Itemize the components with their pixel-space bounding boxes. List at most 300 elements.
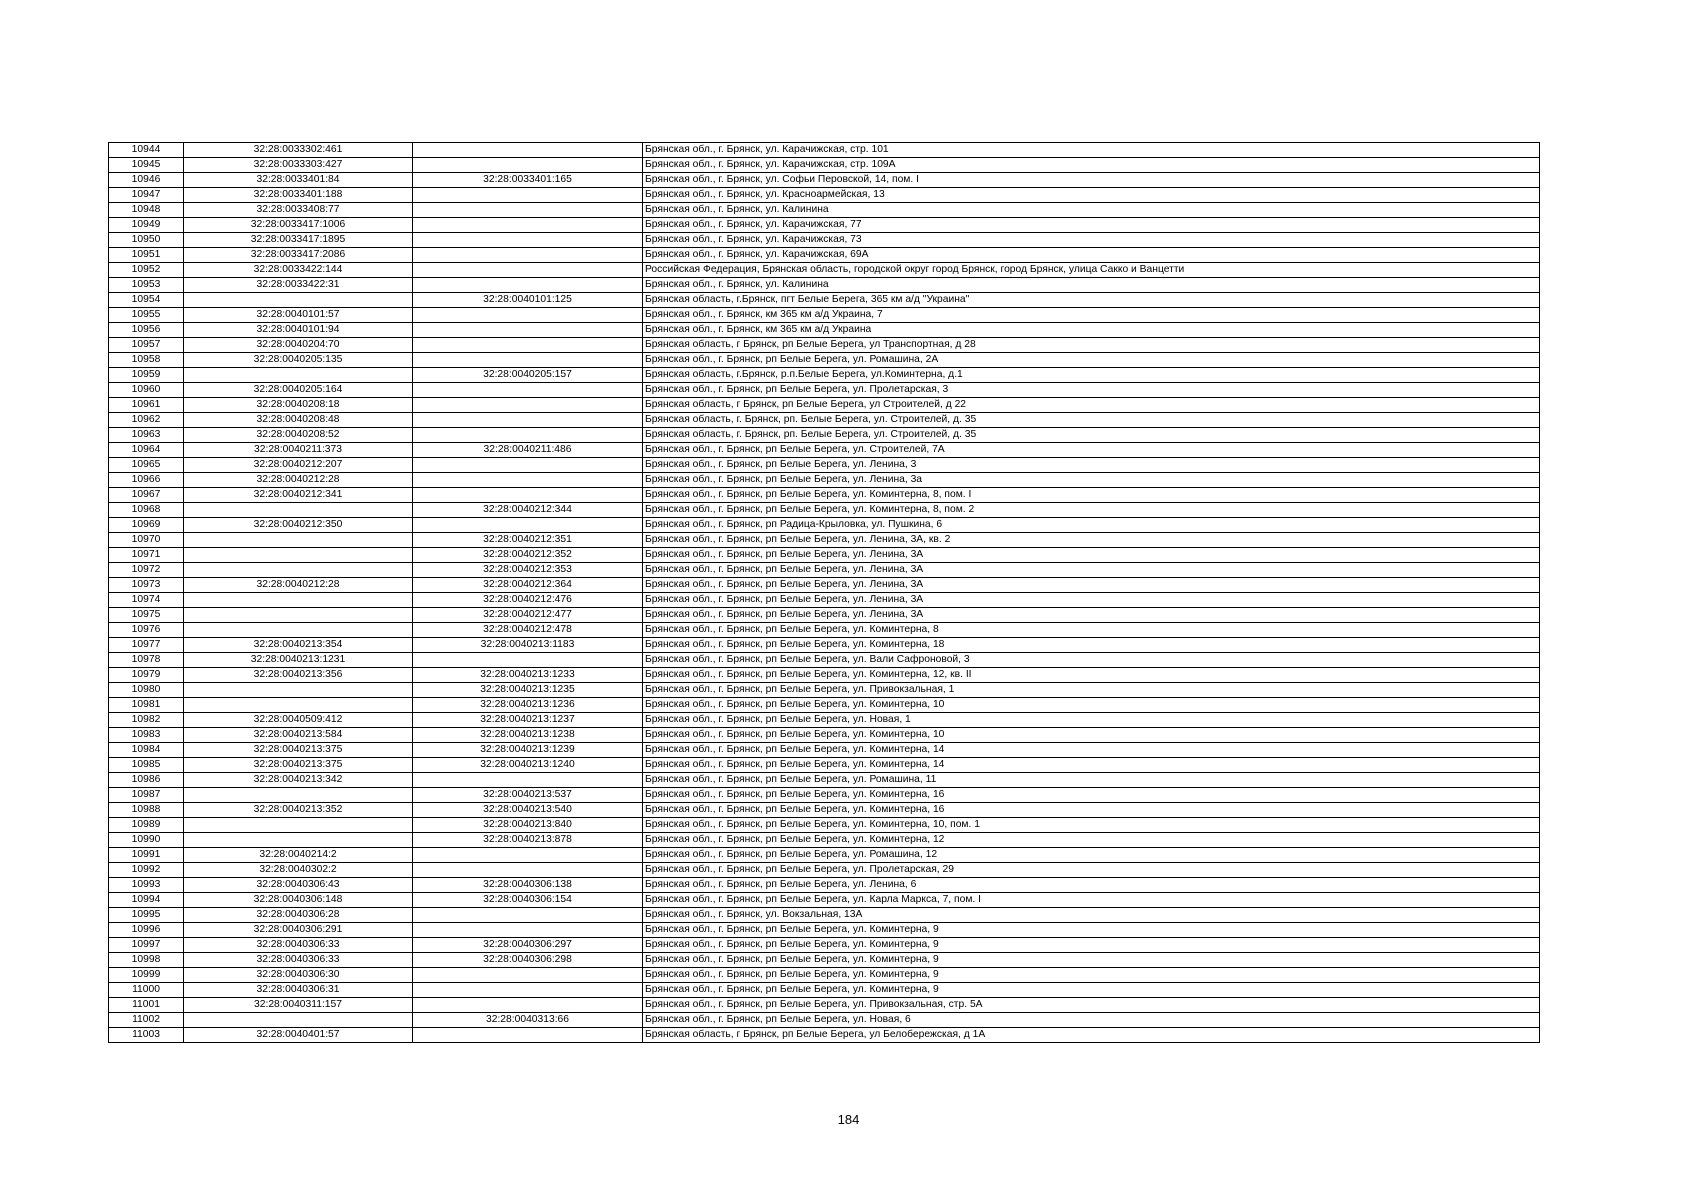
row-number-cell: 10970 bbox=[109, 533, 184, 548]
table-row bbox=[109, 983, 1540, 998]
table-row bbox=[109, 218, 1540, 233]
row-number-cell: 10955 bbox=[109, 308, 184, 323]
cadastral-number-cell bbox=[184, 698, 413, 713]
address-cell: Брянская обл., г. Брянск, рп Белые Берега, ул. Коминтерна, 8 bbox=[643, 623, 1540, 638]
cadastral-number-cell: 32:28:0040306:291 bbox=[184, 923, 413, 938]
cadastral-number-cell: 32:28:0040509:412 bbox=[184, 713, 413, 728]
table-row bbox=[109, 653, 1540, 668]
row-number-cell: 10988 bbox=[109, 803, 184, 818]
cadastral-number-cell: 32:28:0040212:207 bbox=[184, 458, 413, 473]
building-cadastral-number-cell: 32:28:0040313:66 bbox=[413, 1013, 643, 1028]
address-cell: Брянская область, г. Брянск, рп. Белые Берега, ул. Строителей, д. 35 bbox=[643, 428, 1540, 443]
table-row bbox=[109, 878, 1540, 893]
table-row bbox=[109, 488, 1540, 503]
table-row bbox=[109, 458, 1540, 473]
table-row bbox=[109, 758, 1540, 773]
building-cadastral-number-cell bbox=[413, 518, 643, 533]
building-cadastral-number-cell: 32:28:0040213:1240 bbox=[413, 758, 643, 773]
row-number-cell: 10957 bbox=[109, 338, 184, 353]
address-cell: Брянская обл., г. Брянск, рп Белые Берега, ул. Новая, 6 bbox=[643, 1013, 1540, 1028]
building-cadastral-number-cell: 32:28:0040212:476 bbox=[413, 593, 643, 608]
cadastral-number-cell: 32:28:0040212:341 bbox=[184, 488, 413, 503]
row-number-cell: 10965 bbox=[109, 458, 184, 473]
row-number-cell: 10984 bbox=[109, 743, 184, 758]
building-cadastral-number-cell: 32:28:0040213:1235 bbox=[413, 683, 643, 698]
cadastral-number-cell: 32:28:0040101:57 bbox=[184, 308, 413, 323]
cadastral-number-cell: 32:28:0040214:2 bbox=[184, 848, 413, 863]
cadastral-number-cell: 32:28:0040213:375 bbox=[184, 758, 413, 773]
building-cadastral-number-cell bbox=[413, 923, 643, 938]
address-cell: Брянская обл., г. Брянск, ул. Карачижская, стр. 109А bbox=[643, 158, 1540, 173]
cadastral-number-cell bbox=[184, 503, 413, 518]
cadastral-number-cell: 32:28:0033422:31 bbox=[184, 278, 413, 293]
address-cell: Брянская область, г Брянск, рп Белые Берега, ул Транспортная, д 28 bbox=[643, 338, 1540, 353]
address-cell: Брянская область, г Брянск, рп Белые Берега, ул Белобережская, д 1А bbox=[643, 1028, 1540, 1043]
row-number-cell: 10993 bbox=[109, 878, 184, 893]
cadastral-number-cell: 32:28:0040212:28 bbox=[184, 578, 413, 593]
building-cadastral-number-cell bbox=[413, 338, 643, 353]
cadastral-number-cell bbox=[184, 623, 413, 638]
row-number-cell: 10983 bbox=[109, 728, 184, 743]
table-row bbox=[109, 533, 1540, 548]
address-cell: Брянская обл., г. Брянск, рп Белые Берега, ул. Ленина, 3 bbox=[643, 458, 1540, 473]
building-cadastral-number-cell: 32:28:0040213:1237 bbox=[413, 713, 643, 728]
table-row bbox=[109, 383, 1540, 398]
building-cadastral-number-cell bbox=[413, 323, 643, 338]
cadastral-number-cell bbox=[184, 818, 413, 833]
address-cell: Брянская обл., г. Брянск, рп Белые Берега, ул. Коминтерна, 8, пом. I bbox=[643, 488, 1540, 503]
cadastral-number-cell: 32:28:0033303:427 bbox=[184, 158, 413, 173]
building-cadastral-number-cell bbox=[413, 203, 643, 218]
address-cell: Брянская обл., г. Брянск, рп Белые Берега, ул. Ленина, 3А bbox=[643, 563, 1540, 578]
table-row bbox=[109, 773, 1540, 788]
address-cell: Брянская обл., г. Брянск, рп Белые Берега, ул. Ленина, 3А bbox=[643, 608, 1540, 623]
table-row bbox=[109, 233, 1540, 248]
table-row bbox=[109, 428, 1540, 443]
building-cadastral-number-cell: 32:28:0040213:1238 bbox=[413, 728, 643, 743]
table-row bbox=[109, 398, 1540, 413]
row-number-cell: 10954 bbox=[109, 293, 184, 308]
cadastral-number-cell bbox=[184, 1013, 413, 1028]
address-cell: Брянская обл., г. Брянск, рп Белые Берега, ул. Ромашина, 2А bbox=[643, 353, 1540, 368]
cadastral-number-cell bbox=[184, 608, 413, 623]
property-registry-table bbox=[108, 142, 1540, 1043]
row-number-cell: 10960 bbox=[109, 383, 184, 398]
cadastral-number-cell bbox=[184, 788, 413, 803]
address-cell: Брянская обл., г. Брянск, рп Белые Берега, ул. Привокзальная, 1 bbox=[643, 683, 1540, 698]
address-cell: Брянская обл., г. Брянск, ул. Софьи Перовской, 14, пом. I bbox=[643, 173, 1540, 188]
building-cadastral-number-cell: 32:28:0040212:364 bbox=[413, 578, 643, 593]
building-cadastral-number-cell: 32:28:0040211:486 bbox=[413, 443, 643, 458]
building-cadastral-number-cell bbox=[413, 278, 643, 293]
table-row bbox=[109, 863, 1540, 878]
address-cell: Брянская обл., г. Брянск, ул. Вокзальная, 13А bbox=[643, 908, 1540, 923]
table-row bbox=[109, 323, 1540, 338]
cadastral-number-cell: 32:28:0040205:164 bbox=[184, 383, 413, 398]
address-cell: Брянская обл., г. Брянск, рп Белые Берега, ул. Коминтерна, 9 bbox=[643, 938, 1540, 953]
building-cadastral-number-cell: 32:28:0040212:352 bbox=[413, 548, 643, 563]
row-number-cell: 10953 bbox=[109, 278, 184, 293]
row-number-cell: 11001 bbox=[109, 998, 184, 1013]
cadastral-number-cell: 32:28:0033422:144 bbox=[184, 263, 413, 278]
building-cadastral-number-cell: 32:28:0040212:353 bbox=[413, 563, 643, 578]
table-row bbox=[109, 848, 1540, 863]
address-cell: Брянская обл., г. Брянск, ул. Красноармейская, 13 bbox=[643, 188, 1540, 203]
address-cell: Брянская обл., г. Брянск, рп Белые Берега, ул. Привокзальная, стр. 5А bbox=[643, 998, 1540, 1013]
address-cell: Брянская обл., г. Брянск, ул. Карачижская, стр. 101 bbox=[643, 143, 1540, 158]
building-cadastral-number-cell: 32:28:0040213:840 bbox=[413, 818, 643, 833]
address-cell: Брянская обл., г. Брянск, рп Белые Берега, ул. Коминтерна, 14 bbox=[643, 743, 1540, 758]
address-cell: Брянская область, г Брянск, рп Белые Берега, ул Строителей, д 22 bbox=[643, 398, 1540, 413]
building-cadastral-number-cell bbox=[413, 158, 643, 173]
table-row bbox=[109, 803, 1540, 818]
table-row bbox=[109, 173, 1540, 188]
registry-table-body bbox=[109, 143, 1540, 1043]
cadastral-number-cell bbox=[184, 368, 413, 383]
row-number-cell: 10980 bbox=[109, 683, 184, 698]
cadastral-number-cell: 32:28:0040212:28 bbox=[184, 473, 413, 488]
building-cadastral-number-cell: 32:28:0040213:537 bbox=[413, 788, 643, 803]
cadastral-number-cell: 32:28:0040101:94 bbox=[184, 323, 413, 338]
cadastral-number-cell: 32:28:0040306:148 bbox=[184, 893, 413, 908]
building-cadastral-number-cell bbox=[413, 263, 643, 278]
table-row bbox=[109, 818, 1540, 833]
row-number-cell: 10956 bbox=[109, 323, 184, 338]
row-number-cell: 10950 bbox=[109, 233, 184, 248]
address-cell: Брянская обл., г. Брянск, рп Белые Берега, ул. Пролетарская, 29 bbox=[643, 863, 1540, 878]
table-row bbox=[109, 293, 1540, 308]
address-cell: Российская Федерация, Брянская область, городской округ город Брянск, город Брянск, улица Сакко и Ванцетти bbox=[643, 263, 1540, 278]
building-cadastral-number-cell: 32:28:0033401:165 bbox=[413, 173, 643, 188]
table-row bbox=[109, 908, 1540, 923]
address-cell: Брянская обл., г. Брянск, рп Белые Берега, ул. Ленина, 3А bbox=[643, 578, 1540, 593]
table-row bbox=[109, 518, 1540, 533]
table-row bbox=[109, 503, 1540, 518]
address-cell: Брянская обл., г. Брянск, рп Белые Берега, ул. Ленина, 3а bbox=[643, 473, 1540, 488]
address-cell: Брянская обл., г. Брянск, рп Белые Берега, ул. Строителей, 7А bbox=[643, 443, 1540, 458]
address-cell: Брянская обл., г. Брянск, рп Белые Берега, ул. Вали Сафроновой, 3 bbox=[643, 653, 1540, 668]
building-cadastral-number-cell: 32:28:0040306:154 bbox=[413, 893, 643, 908]
address-cell: Брянская обл., г. Брянск, рп Белые Берега, ул. Коминтерна, 10 bbox=[643, 698, 1540, 713]
row-number-cell: 10979 bbox=[109, 668, 184, 683]
row-number-cell: 10981 bbox=[109, 698, 184, 713]
address-cell: Брянская обл., г. Брянск, км 365 км а/д Украина, 7 bbox=[643, 308, 1540, 323]
row-number-cell: 10985 bbox=[109, 758, 184, 773]
cadastral-number-cell: 32:28:0040302:2 bbox=[184, 863, 413, 878]
row-number-cell: 10958 bbox=[109, 353, 184, 368]
row-number-cell: 10995 bbox=[109, 908, 184, 923]
row-number-cell: 10961 bbox=[109, 398, 184, 413]
address-cell: Брянская обл., г. Брянск, рп Белые Берега, ул. Ленина, 6 bbox=[643, 878, 1540, 893]
row-number-cell: 10994 bbox=[109, 893, 184, 908]
cadastral-number-cell: 32:28:0040208:18 bbox=[184, 398, 413, 413]
cadastral-number-cell: 32:28:0040213:352 bbox=[184, 803, 413, 818]
building-cadastral-number-cell: 32:28:0040213:878 bbox=[413, 833, 643, 848]
row-number-cell: 10972 bbox=[109, 563, 184, 578]
building-cadastral-number-cell bbox=[413, 248, 643, 263]
row-number-cell: 11003 bbox=[109, 1028, 184, 1043]
cadastral-number-cell: 32:28:0040213:584 bbox=[184, 728, 413, 743]
page-number: 184 bbox=[837, 1112, 860, 1127]
table-row bbox=[109, 623, 1540, 638]
table-row bbox=[109, 953, 1540, 968]
row-number-cell: 10998 bbox=[109, 953, 184, 968]
building-cadastral-number-cell: 32:28:0040306:297 bbox=[413, 938, 643, 953]
address-cell: Брянская обл., г. Брянск, ул. Карачижская, 69А bbox=[643, 248, 1540, 263]
address-cell: Брянская обл., г. Брянск, рп Белые Берега, ул. Ленина, 3А bbox=[643, 593, 1540, 608]
table-row bbox=[109, 713, 1540, 728]
cadastral-number-cell bbox=[184, 683, 413, 698]
cadastral-number-cell: 32:28:0040213:342 bbox=[184, 773, 413, 788]
cadastral-number-cell: 32:28:0033417:2086 bbox=[184, 248, 413, 263]
row-number-cell: 10962 bbox=[109, 413, 184, 428]
table-row bbox=[109, 608, 1540, 623]
cadastral-number-cell: 32:28:0040208:48 bbox=[184, 413, 413, 428]
building-cadastral-number-cell: 32:28:0040213:1233 bbox=[413, 668, 643, 683]
table-row bbox=[109, 338, 1540, 353]
building-cadastral-number-cell: 32:28:0040213:1183 bbox=[413, 638, 643, 653]
building-cadastral-number-cell: 32:28:0040101:125 bbox=[413, 293, 643, 308]
table-row bbox=[109, 473, 1540, 488]
building-cadastral-number-cell bbox=[413, 908, 643, 923]
table-row bbox=[109, 413, 1540, 428]
row-number-cell: 11000 bbox=[109, 983, 184, 998]
building-cadastral-number-cell bbox=[413, 308, 643, 323]
table-row bbox=[109, 638, 1540, 653]
table-row bbox=[109, 263, 1540, 278]
address-cell: Брянская обл., г. Брянск, рп Белые Берега, ул. Ромашина, 12 bbox=[643, 848, 1540, 863]
row-number-cell: 10977 bbox=[109, 638, 184, 653]
cadastral-number-cell: 32:28:0040213:354 bbox=[184, 638, 413, 653]
building-cadastral-number-cell bbox=[413, 1028, 643, 1043]
row-number-cell: 10989 bbox=[109, 818, 184, 833]
row-number-cell: 10947 bbox=[109, 188, 184, 203]
row-number-cell: 10996 bbox=[109, 923, 184, 938]
cadastral-number-cell: 32:28:0040306:28 bbox=[184, 908, 413, 923]
row-number-cell: 10946 bbox=[109, 173, 184, 188]
cadastral-number-cell: 32:28:0033401:188 bbox=[184, 188, 413, 203]
row-number-cell: 10948 bbox=[109, 203, 184, 218]
row-number-cell: 10966 bbox=[109, 473, 184, 488]
address-cell: Брянская обл., г. Брянск, рп Белые Берега, ул. Коминтерна, 18 bbox=[643, 638, 1540, 653]
cadastral-number-cell: 32:28:0040306:30 bbox=[184, 968, 413, 983]
row-number-cell: 10945 bbox=[109, 158, 184, 173]
row-number-cell: 10978 bbox=[109, 653, 184, 668]
row-number-cell: 10964 bbox=[109, 443, 184, 458]
cadastral-number-cell: 32:28:0040212:350 bbox=[184, 518, 413, 533]
row-number-cell: 10973 bbox=[109, 578, 184, 593]
cadastral-number-cell bbox=[184, 833, 413, 848]
table-row bbox=[109, 308, 1540, 323]
cadastral-number-cell: 32:28:0040401:57 bbox=[184, 1028, 413, 1043]
row-number-cell: 10963 bbox=[109, 428, 184, 443]
row-number-cell: 10974 bbox=[109, 593, 184, 608]
table-row bbox=[109, 368, 1540, 383]
building-cadastral-number-cell: 32:28:0040212:351 bbox=[413, 533, 643, 548]
cadastral-number-cell: 32:28:0040213:356 bbox=[184, 668, 413, 683]
building-cadastral-number-cell: 32:28:0040213:1236 bbox=[413, 698, 643, 713]
building-cadastral-number-cell bbox=[413, 998, 643, 1013]
row-number-cell: 10990 bbox=[109, 833, 184, 848]
table-row bbox=[109, 548, 1540, 563]
table-row bbox=[109, 938, 1540, 953]
building-cadastral-number-cell: 32:28:0040306:138 bbox=[413, 878, 643, 893]
cadastral-number-cell: 32:28:0033401:84 bbox=[184, 173, 413, 188]
address-cell: Брянская обл., г. Брянск, рп Белые Берега, ул. Коминтерна, 16 bbox=[643, 803, 1540, 818]
table-row bbox=[109, 893, 1540, 908]
cadastral-number-cell: 32:28:0040306:33 bbox=[184, 953, 413, 968]
row-number-cell: 10944 bbox=[109, 143, 184, 158]
building-cadastral-number-cell bbox=[413, 428, 643, 443]
building-cadastral-number-cell bbox=[413, 863, 643, 878]
building-cadastral-number-cell bbox=[413, 653, 643, 668]
table-row bbox=[109, 998, 1540, 1013]
building-cadastral-number-cell: 32:28:0040213:1239 bbox=[413, 743, 643, 758]
address-cell: Брянская обл., г. Брянск, ул. Карачижская, 73 bbox=[643, 233, 1540, 248]
table-row bbox=[109, 203, 1540, 218]
row-number-cell: 10987 bbox=[109, 788, 184, 803]
table-row bbox=[109, 968, 1540, 983]
row-number-cell: 10992 bbox=[109, 863, 184, 878]
table-row bbox=[109, 353, 1540, 368]
row-number-cell: 11002 bbox=[109, 1013, 184, 1028]
address-cell: Брянская обл., г. Брянск, рп Белые Берега, ул. Коминтерна, 12 bbox=[643, 833, 1540, 848]
building-cadastral-number-cell bbox=[413, 983, 643, 998]
cadastral-number-cell: 32:28:0040213:375 bbox=[184, 743, 413, 758]
address-cell: Брянская обл., г. Брянск, км 365 км а/д Украина bbox=[643, 323, 1540, 338]
address-cell: Брянская область, г.Брянск, пгт Белые Берега, 365 км а/д "Украина" bbox=[643, 293, 1540, 308]
building-cadastral-number-cell bbox=[413, 473, 643, 488]
cadastral-number-cell: 32:28:0040306:31 bbox=[184, 983, 413, 998]
address-cell: Брянская обл., г. Брянск, рп Белые Берега, ул. Новая, 1 bbox=[643, 713, 1540, 728]
address-cell: Брянская обл., г. Брянск, ул. Карачижская, 77 bbox=[643, 218, 1540, 233]
table-row bbox=[109, 248, 1540, 263]
address-cell: Брянская обл., г. Брянск, рп Белые Берега, ул. Коминтерна, 10 bbox=[643, 728, 1540, 743]
table-row bbox=[109, 578, 1540, 593]
table-row bbox=[109, 593, 1540, 608]
cadastral-number-cell bbox=[184, 563, 413, 578]
building-cadastral-number-cell bbox=[413, 188, 643, 203]
address-cell: Брянская обл., г. Брянск, рп Радица-Крыловка, ул. Пушкина, 6 bbox=[643, 518, 1540, 533]
building-cadastral-number-cell bbox=[413, 458, 643, 473]
cadastral-number-cell: 32:28:0033417:1006 bbox=[184, 218, 413, 233]
address-cell: Брянская обл., г. Брянск, ул. Калинина bbox=[643, 203, 1540, 218]
building-cadastral-number-cell bbox=[413, 488, 643, 503]
address-cell: Брянская область, г.Брянск, р.п.Белые Берега, ул.Коминтерна, д.1 bbox=[643, 368, 1540, 383]
row-number-cell: 10949 bbox=[109, 218, 184, 233]
row-number-cell: 10991 bbox=[109, 848, 184, 863]
address-cell: Брянская обл., г. Брянск, рп Белые Берега, ул. Коминтерна, 9 bbox=[643, 923, 1540, 938]
row-number-cell: 10997 bbox=[109, 938, 184, 953]
building-cadastral-number-cell bbox=[413, 233, 643, 248]
building-cadastral-number-cell bbox=[413, 143, 643, 158]
address-cell: Брянская обл., г. Брянск, рп Белые Берега, ул. Ленина, 3А, кв. 2 bbox=[643, 533, 1540, 548]
cadastral-number-cell: 32:28:0040204:70 bbox=[184, 338, 413, 353]
row-number-cell: 10975 bbox=[109, 608, 184, 623]
table-row bbox=[109, 563, 1540, 578]
address-cell: Брянская обл., г. Брянск, рп Белые Берега, ул. Карла Маркса, 7, пом. I bbox=[643, 893, 1540, 908]
table-row bbox=[109, 1028, 1540, 1043]
address-cell: Брянская обл., г. Брянск, рп Белые Берега, ул. Коминтерна, 16 bbox=[643, 788, 1540, 803]
table-row bbox=[109, 683, 1540, 698]
address-cell: Брянская обл., г. Брянск, рп Белые Берега, ул. Коминтерна, 9 bbox=[643, 953, 1540, 968]
address-cell: Брянская обл., г. Брянск, рп Белые Берега, ул. Ленина, 3А bbox=[643, 548, 1540, 563]
cadastral-number-cell: 32:28:0040205:135 bbox=[184, 353, 413, 368]
building-cadastral-number-cell bbox=[413, 413, 643, 428]
address-cell: Брянская обл., г. Брянск, рп Белые Берега, ул. Коминтерна, 8, пом. 2 bbox=[643, 503, 1540, 518]
cadastral-number-cell: 32:28:0040208:52 bbox=[184, 428, 413, 443]
building-cadastral-number-cell: 32:28:0040306:298 bbox=[413, 953, 643, 968]
building-cadastral-number-cell bbox=[413, 968, 643, 983]
address-cell: Брянская обл., г. Брянск, рп Белые Берега, ул. Пролетарская, 3 bbox=[643, 383, 1540, 398]
table-row bbox=[109, 158, 1540, 173]
row-number-cell: 10969 bbox=[109, 518, 184, 533]
table-row bbox=[109, 143, 1540, 158]
building-cadastral-number-cell bbox=[413, 848, 643, 863]
cadastral-number-cell: 32:28:0040211:373 bbox=[184, 443, 413, 458]
building-cadastral-number-cell bbox=[413, 398, 643, 413]
building-cadastral-number-cell bbox=[413, 218, 643, 233]
address-cell: Брянская обл., г. Брянск, рп Белые Берега, ул. Коминтерна, 14 bbox=[643, 758, 1540, 773]
cadastral-number-cell: 32:28:0033417:1895 bbox=[184, 233, 413, 248]
building-cadastral-number-cell: 32:28:0040213:540 bbox=[413, 803, 643, 818]
address-cell: Брянская обл., г. Брянск, рп Белые Берега, ул. Коминтерна, 12, кв. II bbox=[643, 668, 1540, 683]
table-row bbox=[109, 188, 1540, 203]
cadastral-number-cell: 32:28:0040213:1231 bbox=[184, 653, 413, 668]
building-cadastral-number-cell bbox=[413, 353, 643, 368]
cadastral-number-cell: 32:28:0040306:33 bbox=[184, 938, 413, 953]
table-row bbox=[109, 743, 1540, 758]
building-cadastral-number-cell: 32:28:0040212:344 bbox=[413, 503, 643, 518]
table-row bbox=[109, 668, 1540, 683]
address-cell: Брянская обл., г. Брянск, рп Белые Берега, ул. Коминтерна, 10, пом. 1 bbox=[643, 818, 1540, 833]
table-row bbox=[109, 443, 1540, 458]
table-row bbox=[109, 698, 1540, 713]
cadastral-number-cell bbox=[184, 548, 413, 563]
table-row bbox=[109, 1013, 1540, 1028]
table-row bbox=[109, 833, 1540, 848]
row-number-cell: 10999 bbox=[109, 968, 184, 983]
address-cell: Брянская обл., г. Брянск, рп Белые Берега, ул. Коминтерна, 9 bbox=[643, 983, 1540, 998]
cadastral-number-cell bbox=[184, 593, 413, 608]
table-row bbox=[109, 278, 1540, 293]
cadastral-number-cell bbox=[184, 533, 413, 548]
building-cadastral-number-cell: 32:28:0040205:157 bbox=[413, 368, 643, 383]
table-row bbox=[109, 728, 1540, 743]
building-cadastral-number-cell: 32:28:0040212:477 bbox=[413, 608, 643, 623]
address-cell: Брянская обл., г. Брянск, рп Белые Берега, ул. Коминтерна, 9 bbox=[643, 968, 1540, 983]
cadastral-number-cell: 32:28:0033302:461 bbox=[184, 143, 413, 158]
building-cadastral-number-cell bbox=[413, 383, 643, 398]
address-cell: Брянская обл., г. Брянск, ул. Калинина bbox=[643, 278, 1540, 293]
row-number-cell: 10959 bbox=[109, 368, 184, 383]
building-cadastral-number-cell bbox=[413, 773, 643, 788]
table-row bbox=[109, 788, 1540, 803]
row-number-cell: 10982 bbox=[109, 713, 184, 728]
table-row bbox=[109, 923, 1540, 938]
row-number-cell: 10967 bbox=[109, 488, 184, 503]
cadastral-number-cell: 32:28:0040306:43 bbox=[184, 878, 413, 893]
cadastral-number-cell bbox=[184, 293, 413, 308]
building-cadastral-number-cell: 32:28:0040212:478 bbox=[413, 623, 643, 638]
address-cell: Брянская обл., г. Брянск, рп Белые Берега, ул. Ромашина, 11 bbox=[643, 773, 1540, 788]
row-number-cell: 10986 bbox=[109, 773, 184, 788]
row-number-cell: 10971 bbox=[109, 548, 184, 563]
cadastral-number-cell: 32:28:0040311:157 bbox=[184, 998, 413, 1013]
cadastral-number-cell: 32:28:0033408:77 bbox=[184, 203, 413, 218]
row-number-cell: 10951 bbox=[109, 248, 184, 263]
row-number-cell: 10968 bbox=[109, 503, 184, 518]
